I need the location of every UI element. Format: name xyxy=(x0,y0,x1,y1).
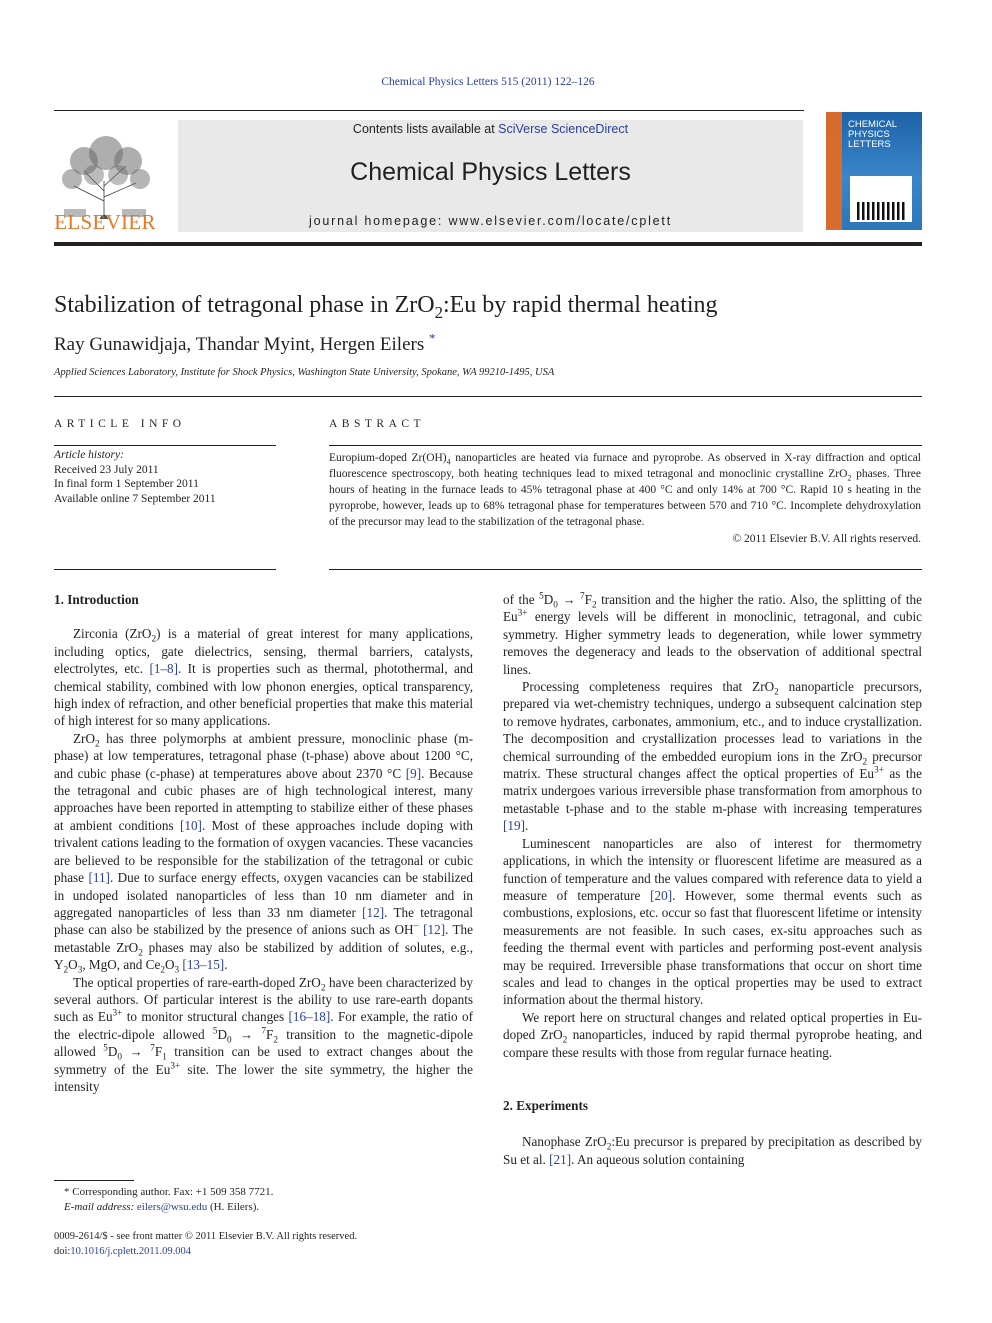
sciencedirect-link[interactable]: SciVerse ScienceDirect xyxy=(498,122,629,136)
reference-link[interactable]: [10] xyxy=(179,817,202,833)
reference-link[interactable]: [12] xyxy=(362,904,385,920)
issn-block: 0009-2614/$ - see front matter © 2011 Elsevier B.V. All rights reserved. doi:10.1016/j.cplett.2011.09.004 xyxy=(54,1231,358,1257)
abstract-rule xyxy=(329,445,922,446)
abstract-heading: ABSTRACT xyxy=(329,418,426,430)
reference-link[interactable]: [21] xyxy=(549,1151,572,1167)
info-rule xyxy=(54,445,276,446)
left-column xyxy=(54,591,473,1095)
reference-link[interactable]: [19] xyxy=(503,818,525,834)
journal-citation[interactable]: Chemical Physics Letters 515 (2011) 122–126 xyxy=(381,76,595,88)
copyright: © 2011 Elsevier B.V. All rights reserved. xyxy=(732,533,921,545)
journal-cover-icon xyxy=(826,112,922,230)
article-title: Stabilization of tetragonal phase in ZrO$_2$:Eu by rapid thermal heating xyxy=(54,292,718,322)
contents-line: Contents lists available at SciVerse ScienceDirect xyxy=(352,122,629,136)
info-bottom-rule xyxy=(54,569,276,570)
elsevier-logo-text: ELSEVIER xyxy=(54,210,156,234)
section-heading-experiments: 2. Experiments xyxy=(503,1097,588,1113)
paragraph: Luminescent nanoparticles are also of interest for thermometry applications, in which the intensity or fluorescent lifetime are measured as a function of temperature and the values compared with reference data to yield a measure of temperature [20]. However, some thermal events such as combustions, explosions, etc. occur so fast that fluorescent lifetime or intensity measurements are not feasible. In such cases, ex-situ approaches such as feeding the thermal event with particles and performing post-event analysis may be required. Irreversible phase transformations that occur on short time scales and lead to changes in the optical properties may be used to extract information about the thermal history. xyxy=(503,835,922,1008)
cover-title: CHEMICAL PHYSICS LETTERS xyxy=(848,119,898,150)
reference-link[interactable]: [13–15] xyxy=(182,957,225,973)
reference-link[interactable]: [12] xyxy=(423,922,446,938)
doi-link[interactable]: 10.1016/j.cplett.2011.09.004 xyxy=(70,1245,191,1257)
footnote-rule xyxy=(54,1180,134,1181)
cover-bars-icon xyxy=(856,200,908,220)
email-link[interactable]: eilers@wsu.edu xyxy=(136,1201,208,1213)
paragraph: Zirconia (ZrO$_2$) is a material of great interest for many applications, including optics, gate dielectrics, sensing, thermal barriers, catalysts, electrolytes, etc. [1–8]. It is properties such as thermal, photothermal, and chemical stability, combined with low phonon energies, optical transparency, high index of refraction, and other beneficial properties that make this material of high interest for so many applications. xyxy=(54,626,474,729)
abstract-body: Europium-doped $Zr(OH)_4$ nanoparticles are heated via furnace and pyroprobe. As observed in X-ray diffraction and optical fluorescence spectroscopy, both heating techniques lead to mixed tetragonal and monoclinic crystalline ZrO$_2$ phases. Three hours of heating in the furnace leads to 45% tetragonal phase at 400 °C and only 14% at 700 °C. Rapid 10 s heating in the pyroprobe, however, leads up to 68% tetragonal phase for temperatures between 570 and 710 °C. Incomplete dehydroxylation of the precursor may lead to the stabilization of the tetragonal phase. xyxy=(329,452,922,528)
section-heading-introduction: 1. Introduction xyxy=(54,592,139,607)
reference-link[interactable]: [16–18] xyxy=(288,1009,331,1025)
corresponding-author-mark[interactable]: * xyxy=(428,330,436,346)
affiliation-rule xyxy=(54,396,922,397)
cover-stripe xyxy=(826,112,842,230)
right-column xyxy=(503,591,922,1168)
journal-banner xyxy=(178,120,803,232)
abstract-bottom-rule xyxy=(329,569,922,570)
article-history: Article history: Received 23 July 2011 In final form 1 September 2011 Available online 7 September 2011 xyxy=(54,449,216,505)
header-rule xyxy=(54,110,804,111)
reference-link[interactable]: [11] xyxy=(88,870,110,886)
paragraph: Nanophase ZrO$_2$:Eu precursor is prepared by precipitation as described by Su et al. [21]. An aqueous solution containing xyxy=(503,1134,923,1167)
journal-homepage[interactable]: journal homepage: www.elsevier.com/locate/cplett xyxy=(309,214,672,228)
reference-link[interactable]: [9] xyxy=(405,765,422,781)
paragraph: The optical properties of rare-earth-doped ZrO$_2$ have been characterized by several authors. Of particular interest is the ability to use rare-earth dopants such as $Eu^{3+}$ to monitor structural changes [16–18]. For example, the ratio of the electric-dipole allowed $^5D_0 \to ^7F_2$ transition to the magnetic-dipole allowed $^5D_0 \to ^7F_1$ transition can be used to extract changes about the symmetry of the $Eu^{3+}$ site. The lower the site symmetry, the higher the intensity xyxy=(54,974,474,1094)
footnote: * Corresponding author. Fax: +1 509 358 7721. E-mail address: eilers@wsu.edu (H. Eilers). xyxy=(64,1186,274,1213)
header-thick-rule xyxy=(54,242,922,246)
paragraph: We report here on structural changes and related optical properties in Eu-doped ZrO$_2$ nanoparticles, induced by rapid thermal pyroprobe heating, and compare these results with those from regular furnace heating. xyxy=(503,1009,922,1060)
paragraph: Processing completeness requires that ZrO$_2$ nanoparticle precursors, prepared via wet-chemistry techniques, undergo a subsequent calcination step to remove hydrates, carbonates, ammonium, etc., and to induce crystallization. The decomposition and crystallization processes lead to variations in the chemical surrounding of the embedded europium ions in the ZrO$_2$ precursor matrix. These structural changes affect the optical properties of $Eu^{3+}$ as the matrix undergoes various irreversible phase transformation from amorphous to metastable t-phase and to the stable m-phase with increasing temperatures [19]. xyxy=(503,679,922,834)
affiliation: Applied Sciences Laboratory, Institute for Shock Physics, Washington State University, Spokane, WA 99210-1495, USA xyxy=(54,367,555,378)
reference-link[interactable]: [20] xyxy=(650,887,673,903)
journal-name: Chemical Physics Letters xyxy=(350,158,631,186)
reference-link[interactable]: [1–8] xyxy=(149,661,179,677)
paragraph: of the $^5D_0 \to ^7F_2$ transition and the higher the ratio. Also, the splitting of the $Eu^{3+}$ energy levels will be different in monoclinic, tetragonal, and cubic symmetry. Higher symmetry leads to degeneration, while lower symmetry removes the degeneracy and leads to the observation of additional spectral lines. xyxy=(503,590,923,677)
abstract-text xyxy=(329,450,921,547)
article-info-heading: ARTICLE INFO xyxy=(54,418,186,430)
paragraph: ZrO$_2$ has three polymorphs at ambient pressure, monoclinic phase (m-phase) at low temperatures, tetragonal phase (t-phase) above about 1200 °C, and cubic phase (c-phase) at temperatures above about 2370 °C [9]. Because the tetragonal and cubic phases are of high technological interest, many approaches have been reported in attempting to stabilize either of these phases at ambient conditions [10]. Most of these approaches include doping with trivalent cations leading to the formation of oxygen vacancies. These vacancies are believed to be responsible for the stabilization of the tetragonal or cubic phase [11]. Due to surface energy effects, oxygen vacancies can be stabilized in undoped isolated nanoparticles of less than 10 nm diameter and in aggregated nanoparticles of less than 33 nm diameter [12]. The tetragonal phase can also be stabilized by the presence of anions such as OH− [12]. The metastable ZrO$_2$ phases may also be stabilized by addition of solutes, e.g., $Y_2O_3$, MgO, and $Ce_2O_3$ [13–15]. xyxy=(54,730,474,975)
author-list: Ray Gunawidjaja, Thandar Myint, Hergen Eilers * xyxy=(54,330,436,355)
